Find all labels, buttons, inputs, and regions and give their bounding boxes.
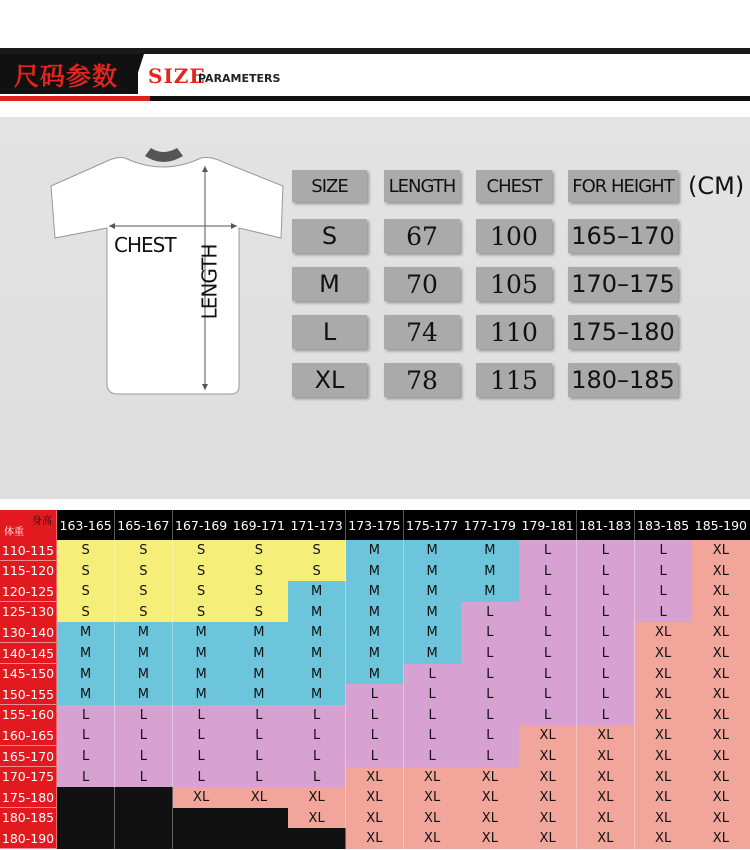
size-cell: XL xyxy=(577,725,635,746)
size-cell: M xyxy=(346,643,404,664)
size-cell: XL xyxy=(404,808,462,829)
size-cell: M xyxy=(230,643,288,664)
measure-cell: 175–180 xyxy=(568,315,678,349)
size-cell: M xyxy=(173,664,231,685)
size-cell: S xyxy=(230,581,288,602)
size-cell: L xyxy=(115,746,173,767)
size-cell: XL xyxy=(173,787,231,808)
size-cell: XL xyxy=(635,787,693,808)
size-cell: XL xyxy=(635,828,693,849)
corner-height-label: 身高 xyxy=(32,516,52,527)
size-cell xyxy=(115,808,173,829)
header-title-size: SIZE xyxy=(148,64,206,88)
size-cell: S xyxy=(173,602,231,623)
size-cell: XL xyxy=(404,787,462,808)
size-cell: XL xyxy=(692,602,750,623)
size-cell: M xyxy=(346,561,404,582)
weight-header: 150-155 xyxy=(0,684,57,705)
weight-header: 180-190 xyxy=(0,828,57,849)
size-cell: L xyxy=(230,767,288,788)
measure-header-size: SIZE xyxy=(292,170,367,202)
size-cell: S xyxy=(57,540,115,561)
size-cell: L xyxy=(577,540,635,561)
size-cell: L xyxy=(519,540,577,561)
size-cell xyxy=(57,808,115,829)
size-cell: XL xyxy=(635,767,693,788)
size-cell: L xyxy=(173,705,231,726)
size-cell: XL xyxy=(404,828,462,849)
size-cell: XL xyxy=(519,767,577,788)
size-cell: XL xyxy=(692,787,750,808)
size-cell: M xyxy=(346,602,404,623)
size-cell: XL xyxy=(577,828,635,849)
size-cell: XL xyxy=(346,808,404,829)
size-cell: M xyxy=(57,664,115,685)
size-cell: M xyxy=(230,622,288,643)
measure-cell: 100 xyxy=(476,219,552,253)
size-cell: L xyxy=(230,725,288,746)
size-cell: M xyxy=(115,643,173,664)
height-header: 169-171 xyxy=(230,510,288,540)
measure-cell: 170–175 xyxy=(568,267,678,301)
size-cell: S xyxy=(115,561,173,582)
size-cell: L xyxy=(173,746,231,767)
size-cell xyxy=(57,828,115,849)
size-cell: L xyxy=(577,684,635,705)
size-cell: S xyxy=(57,581,115,602)
size-cell: M xyxy=(404,622,462,643)
measure-header-length: LENGTH xyxy=(384,170,460,202)
size-cell: XL xyxy=(519,746,577,767)
size-cell: XL xyxy=(635,684,693,705)
size-cell: XL xyxy=(577,767,635,788)
size-cell: L xyxy=(346,725,404,746)
size-cell: XL xyxy=(519,808,577,829)
size-cell: XL xyxy=(404,767,462,788)
size-cell: M xyxy=(461,581,519,602)
size-cell: M xyxy=(288,684,346,705)
size-cell: L xyxy=(404,746,462,767)
size-cell: L xyxy=(577,705,635,726)
size-cell xyxy=(230,808,288,829)
size-cell: S xyxy=(57,561,115,582)
size-cell: L xyxy=(635,561,693,582)
size-cell: L xyxy=(577,622,635,643)
size-cell: L xyxy=(461,684,519,705)
size-cell: XL xyxy=(635,643,693,664)
size-cell: L xyxy=(519,581,577,602)
size-cell: M xyxy=(173,622,231,643)
size-cell: XL xyxy=(635,622,693,643)
weight-header: 165-170 xyxy=(0,746,57,767)
measure-cell: 78 xyxy=(384,363,460,397)
height-header: 181-183 xyxy=(577,510,635,540)
size-cell: L xyxy=(519,643,577,664)
size-cell: XL xyxy=(288,787,346,808)
size-cell: L xyxy=(519,664,577,685)
size-cell: L xyxy=(404,664,462,685)
size-cell: S xyxy=(115,540,173,561)
size-cell: M xyxy=(346,540,404,561)
size-cell: L xyxy=(115,725,173,746)
measure-cell: 110 xyxy=(476,315,552,349)
size-cell: M xyxy=(404,581,462,602)
size-cell: S xyxy=(115,581,173,602)
size-cell: L xyxy=(115,767,173,788)
size-cell: M xyxy=(404,602,462,623)
size-cell: XL xyxy=(692,581,750,602)
size-cell: L xyxy=(461,725,519,746)
size-cell: L xyxy=(577,643,635,664)
size-cell: XL xyxy=(288,808,346,829)
size-cell: XL xyxy=(346,787,404,808)
size-cell: M xyxy=(288,643,346,664)
size-cell: XL xyxy=(692,725,750,746)
size-cell: L xyxy=(519,561,577,582)
size-cell: L xyxy=(635,602,693,623)
size-cell: XL xyxy=(635,664,693,685)
corner-weight-label: 体重 xyxy=(4,527,24,538)
size-cell: L xyxy=(519,684,577,705)
size-cell: L xyxy=(461,622,519,643)
measure-cell: M xyxy=(292,267,367,301)
size-cell: L xyxy=(519,622,577,643)
measure-cell: S xyxy=(292,219,367,253)
size-cell: XL xyxy=(692,808,750,829)
size-cell: XL xyxy=(692,767,750,788)
size-cell: XL xyxy=(519,787,577,808)
size-cell: M xyxy=(404,540,462,561)
size-cell: XL xyxy=(692,643,750,664)
size-cell: S xyxy=(173,540,231,561)
size-cell: S xyxy=(115,602,173,623)
measure-cell: 165–170 xyxy=(568,219,678,253)
size-cell xyxy=(57,787,115,808)
size-cell: M xyxy=(57,684,115,705)
size-cell: L xyxy=(519,602,577,623)
size-cell: XL xyxy=(461,828,519,849)
size-cell xyxy=(288,828,346,849)
measure-cell: 115 xyxy=(476,363,552,397)
size-cell: S xyxy=(57,602,115,623)
height-header: 177-179 xyxy=(461,510,519,540)
size-cell: XL xyxy=(692,540,750,561)
measure-cell: L xyxy=(292,315,367,349)
size-cell: L xyxy=(577,664,635,685)
weight-header: 170-175 xyxy=(0,767,57,788)
size-cell: M xyxy=(404,643,462,664)
size-cell: L xyxy=(461,643,519,664)
size-cell: M xyxy=(346,622,404,643)
size-cell: XL xyxy=(635,725,693,746)
size-cell: L xyxy=(288,725,346,746)
size-cell: M xyxy=(57,622,115,643)
size-cell: L xyxy=(346,684,404,705)
size-cell xyxy=(173,828,231,849)
size-cell: L xyxy=(57,705,115,726)
height-header: 165-167 xyxy=(115,510,173,540)
size-cell: M xyxy=(230,684,288,705)
size-cell: XL xyxy=(519,725,577,746)
measure-cell: 105 xyxy=(476,267,552,301)
size-cell: XL xyxy=(461,808,519,829)
size-cell: XL xyxy=(577,746,635,767)
weight-header: 180-185 xyxy=(0,808,57,829)
size-cell: XL xyxy=(519,828,577,849)
measure-header-height: FOR HEIGHT xyxy=(568,170,678,202)
measure-cell: 74 xyxy=(384,315,460,349)
size-cell: L xyxy=(519,705,577,726)
size-cell: M xyxy=(173,684,231,705)
size-cell: S xyxy=(230,540,288,561)
size-cell: M xyxy=(346,581,404,602)
size-cell: L xyxy=(57,767,115,788)
height-header: 175-177 xyxy=(404,510,462,540)
header-red-accent xyxy=(0,96,150,101)
header-title-parameters: PARAMETERS xyxy=(198,72,281,85)
size-cell: M xyxy=(173,643,231,664)
weight-header: 130-140 xyxy=(0,622,57,643)
weight-header: 115-120 xyxy=(0,561,57,582)
size-recommendation-grid xyxy=(0,510,750,850)
measure-cell: 67 xyxy=(384,219,460,253)
size-cell: M xyxy=(461,561,519,582)
size-cell: M xyxy=(115,664,173,685)
size-cell: L xyxy=(461,746,519,767)
size-cell: L xyxy=(57,746,115,767)
size-cell: L xyxy=(577,602,635,623)
height-header: 173-175 xyxy=(346,510,404,540)
height-header: 163-165 xyxy=(57,510,115,540)
size-cell: XL xyxy=(692,622,750,643)
weight-header: 125-130 xyxy=(0,602,57,623)
weight-header: 110-115 xyxy=(0,540,57,561)
size-cell: XL xyxy=(346,828,404,849)
size-cell xyxy=(173,808,231,829)
size-cell: S xyxy=(230,561,288,582)
size-cell: M xyxy=(115,684,173,705)
measure-cell: 70 xyxy=(384,267,460,301)
size-cell: L xyxy=(577,581,635,602)
size-cell: L xyxy=(173,767,231,788)
size-cell: S xyxy=(173,581,231,602)
tshirt-diagram xyxy=(45,148,285,398)
size-cell: L xyxy=(288,705,346,726)
size-cell: L xyxy=(230,746,288,767)
size-cell: M xyxy=(461,540,519,561)
size-cell: XL xyxy=(346,767,404,788)
size-cell: M xyxy=(346,664,404,685)
size-cell: M xyxy=(288,581,346,602)
size-cell: XL xyxy=(692,828,750,849)
size-cell: M xyxy=(230,664,288,685)
size-cell xyxy=(115,828,173,849)
weight-header: 120-125 xyxy=(0,581,57,602)
header-title-chinese: 尺码参数 xyxy=(14,62,119,91)
size-cell: L xyxy=(57,725,115,746)
height-header: 167-169 xyxy=(173,510,231,540)
weight-header: 160-165 xyxy=(0,725,57,746)
size-cell: M xyxy=(288,664,346,685)
size-cell: M xyxy=(288,622,346,643)
grid-corner xyxy=(0,510,57,540)
size-cell: XL xyxy=(692,664,750,685)
size-cell: M xyxy=(288,602,346,623)
size-cell: XL xyxy=(461,787,519,808)
length-label: LENGTH xyxy=(197,244,222,320)
weight-header: 140-145 xyxy=(0,643,57,664)
size-cell: L xyxy=(230,705,288,726)
size-cell xyxy=(115,787,173,808)
height-header: 183-185 xyxy=(635,510,693,540)
weight-header: 175-180 xyxy=(0,787,57,808)
size-cell: XL xyxy=(230,787,288,808)
size-cell: XL xyxy=(692,705,750,726)
size-cell: L xyxy=(115,705,173,726)
size-cell: M xyxy=(57,643,115,664)
page-header xyxy=(0,48,750,104)
size-cell: S xyxy=(173,561,231,582)
size-cell: L xyxy=(404,684,462,705)
size-cell xyxy=(230,828,288,849)
size-cell: L xyxy=(635,540,693,561)
size-cell: L xyxy=(288,767,346,788)
size-cell: XL xyxy=(692,746,750,767)
size-cell: L xyxy=(461,705,519,726)
size-cell: S xyxy=(230,602,288,623)
size-cell: M xyxy=(115,622,173,643)
height-header: 185-190 xyxy=(692,510,750,540)
size-cell: XL xyxy=(635,705,693,726)
height-header: 179-181 xyxy=(519,510,577,540)
size-cell: XL xyxy=(577,808,635,829)
size-cell: L xyxy=(577,561,635,582)
chest-label: CHEST xyxy=(114,233,176,257)
size-cell: L xyxy=(404,705,462,726)
size-cell: L xyxy=(404,725,462,746)
size-cell: XL xyxy=(577,787,635,808)
weight-header: 155-160 xyxy=(0,705,57,726)
size-cell: XL xyxy=(635,808,693,829)
size-cell: M xyxy=(404,561,462,582)
measure-cell: XL xyxy=(292,363,367,397)
measure-unit: (CM) xyxy=(688,172,745,200)
size-cell: XL xyxy=(461,767,519,788)
size-cell: L xyxy=(288,746,346,767)
size-cell: L xyxy=(461,664,519,685)
size-cell: L xyxy=(173,725,231,746)
size-cell: XL xyxy=(692,684,750,705)
weight-header: 145-150 xyxy=(0,664,57,685)
size-cell: S xyxy=(288,540,346,561)
height-header: 171-173 xyxy=(288,510,346,540)
size-cell: S xyxy=(288,561,346,582)
size-cell: XL xyxy=(692,561,750,582)
size-cell: L xyxy=(635,581,693,602)
size-cell: XL xyxy=(635,746,693,767)
size-cell: L xyxy=(346,705,404,726)
size-cell: L xyxy=(346,746,404,767)
measure-header-chest: CHEST xyxy=(476,170,552,202)
measure-cell: 180–185 xyxy=(568,363,678,397)
size-cell: L xyxy=(461,602,519,623)
